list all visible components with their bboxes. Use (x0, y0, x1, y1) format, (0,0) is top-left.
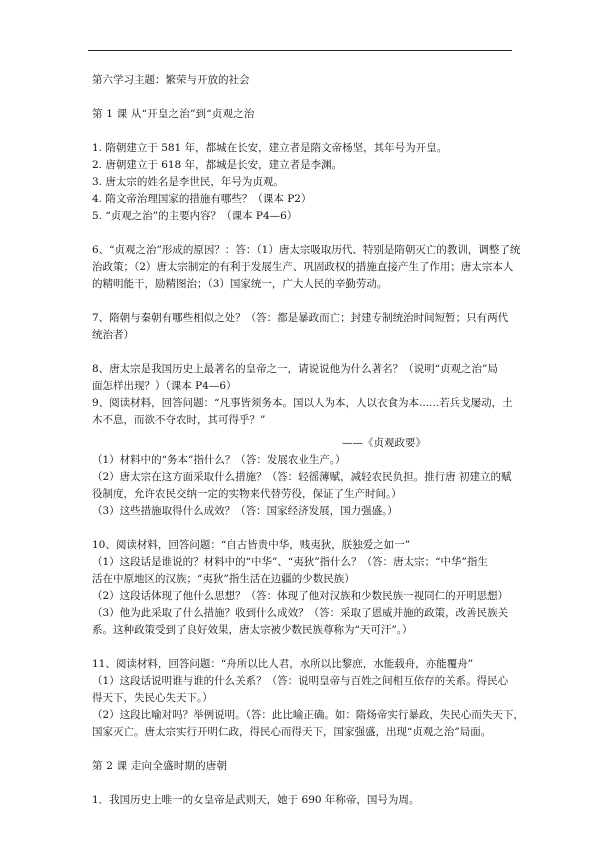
answer-line: 役制度，允许农民交纳一定的实物来代替劳役，保证了生产时间。） (92, 488, 402, 500)
header-rule (88, 50, 512, 51)
answer-line: （3）他为此采取了什么措施？收到什么成效？（答：采取了恩威并施的政策，改善民族关 (92, 607, 509, 619)
lesson-2-title: 第 2 课 走向全盛时期的唐朝 (92, 760, 228, 772)
fact-line: 1. 隋朝建立于 581 年，都城在长安，建立者是隋文帝杨坚，其年号为开皇。 (92, 142, 448, 154)
text-line: 9、阅读材料，回答问题：“凡事皆须务本。国以人为本，人以衣食为本......若兵戈屡动，土 (92, 397, 513, 409)
text-line: 11、阅读材料，回答问题：“舟所以比人君，水所以比黎庶，水能载舟，亦能覆舟” (92, 658, 474, 670)
answer-line: 得天下，失民心失天下。） (92, 692, 213, 704)
answer-line: 系。这种政策受到了良好效果，唐太宗被少数民族尊称为“天可汗”。） (92, 624, 413, 636)
quote-source: ——《贞观政要》 (342, 437, 426, 449)
text-line: 的精明能干，励精图治；（3）国家统一，广大人民的辛勤劳动。 (92, 278, 388, 290)
question-6 (92, 242, 521, 293)
question-9 (92, 395, 512, 520)
question-10 (92, 537, 512, 639)
text-line: 6、“贞观之治”形成的原因？：答：（1）唐太宗吸取历代、特别是隋朝灭亡的教训，调整了统 (92, 244, 521, 256)
answer-line: （2）唐太宗在这方面采取什么措施？（答：轻徭薄赋，减轻农民负担。推行唐 初建立的赋 (92, 471, 512, 483)
question-7 (92, 310, 512, 344)
text-line: 统治者） (92, 329, 134, 341)
fact-line: 2. 唐朝建立于 618 年，都城是长安，建立者是李渊。 (92, 159, 343, 171)
text-line: 10、阅读材料，回答问题：“自古皆贵中华，贱夷狄，朕独爱之如一” (92, 539, 411, 551)
text-line: 木不息，而欲不夺农时，其可得乎？” (92, 414, 266, 426)
text-line: 面怎样出现？）（课本 P4—6） (92, 380, 237, 392)
document-body (92, 72, 524, 809)
fact-line: 4. 隋文帝治理国家的措施有哪些？（课本 P2） (92, 193, 312, 205)
answer-line: 活在中原地区的汉族；“夷狄”指生活在边疆的少数民族） (92, 573, 355, 585)
lesson-1-facts (92, 140, 512, 225)
fact-line: 1．我国历史上唯一的女皇帝是武则天，她于 690 年称帝，国号为周。 (92, 794, 420, 806)
fact-line: 3. 唐太宗的姓名是李世民，年号为贞观。 (92, 176, 284, 188)
unit-title: 第六学习主题：繁荣与开放的社会 (92, 74, 250, 86)
fact-line: 5. “贞观之治”的主要内容？（课本 P4—6） (92, 210, 298, 222)
answer-line: （3）这些措施取得什么成效？（答：国家经济发展，国力强盛。） (92, 505, 398, 517)
question-8 (92, 361, 512, 395)
answer-line: （2）这段话体现了他什么思想？（答：体现了他对汉族和少数民族一视同仁的开明思想） (92, 590, 509, 602)
lesson-1-title: 第 1 课 从“开皇之治”到“贞观之治 (92, 108, 255, 120)
question-11 (92, 656, 524, 741)
text-line: 治政策；（2）唐太宗制定的有利于发展生产、巩固政权的措施直接产生了作用；唐太宗本人 (92, 261, 514, 273)
text-line: 7、隋朝与秦朝有哪些相似之处？（答：都是暴政而亡；封建专制统治时间短暂；只有两代 (92, 312, 509, 324)
answer-line: （1）材料中的“务本”指什么？（答：发展农业生产。） (92, 454, 346, 466)
answer-line: （1）这段话是谁说的？材料中的“中华”、“夷狄”指什么？（答：唐太宗；“中华”指生 (92, 556, 488, 568)
answer-line: （1）这段话说明谁与谁的什么关系？（答：说明皇帝与百姓之间相互依存的关系。得民心 (92, 675, 509, 687)
answer-line: （2）这段比喻对吗？举例说明。（答：此比喻正确。如：隋炀帝实行暴政，失民心而失天下， (92, 709, 524, 721)
answer-line: 国家灭亡。唐太宗实行开明仁政，得民心而得天下，国家强盛，出现“贞观之治”局面。 (92, 726, 492, 738)
text-line: 8、唐太宗是我国历史上最著名的皇帝之一，请说说他为什么著名？（说明“贞观之治”局 (92, 363, 498, 375)
